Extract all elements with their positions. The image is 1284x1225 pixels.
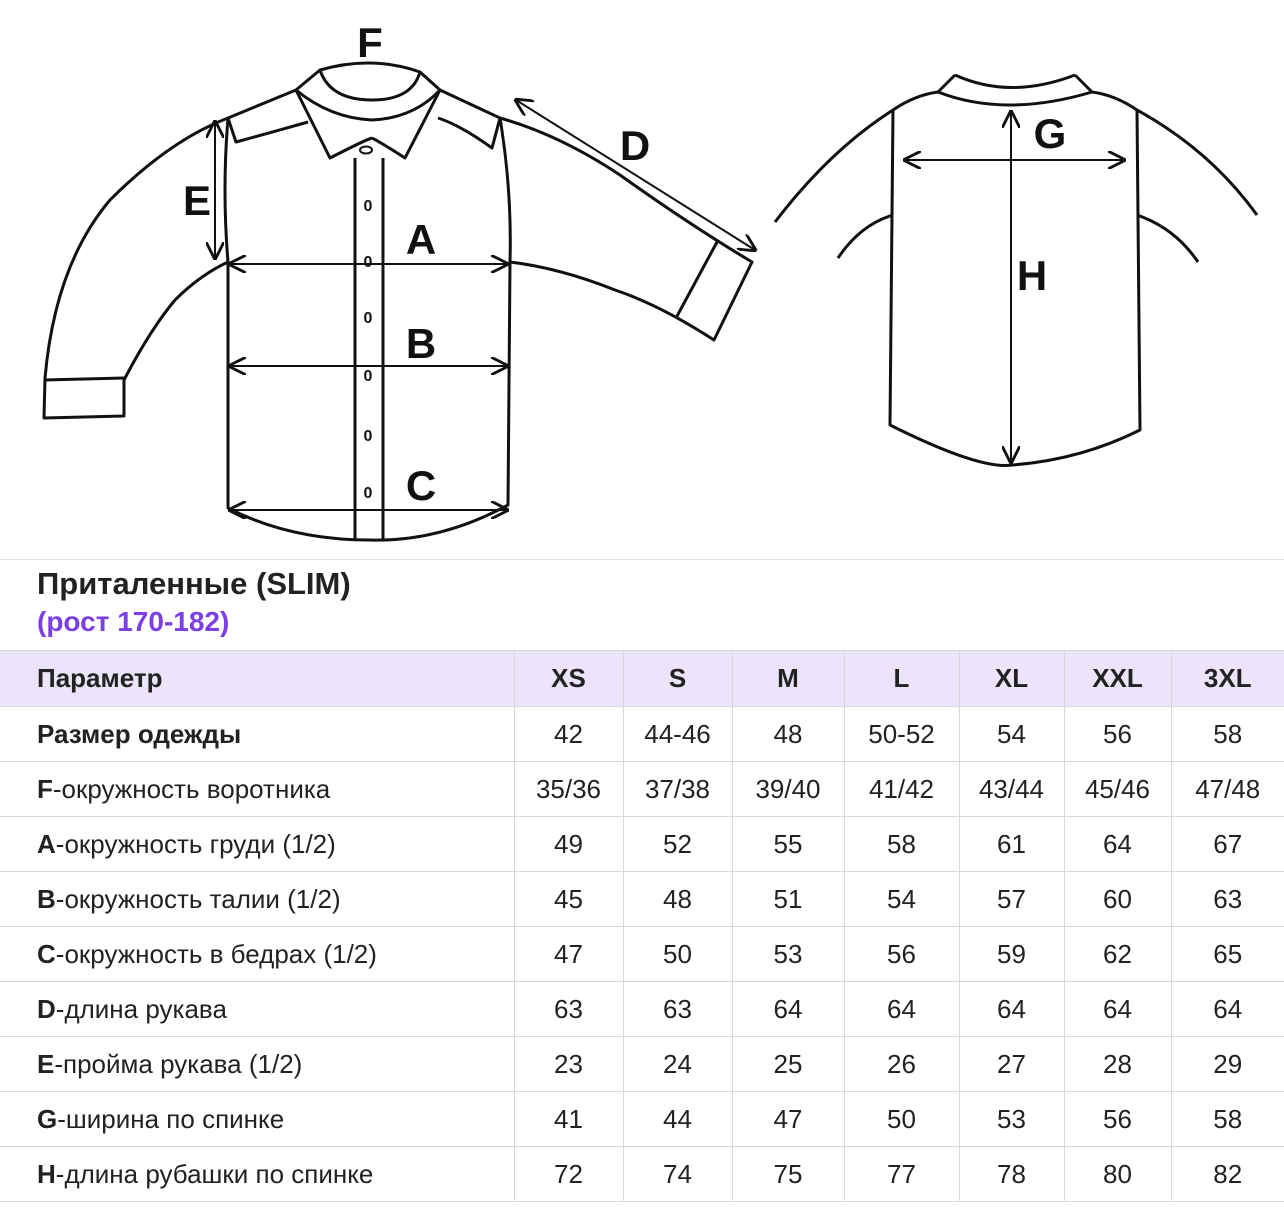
row-parameter-label: [0, 982, 514, 1037]
table-cell-value: 44: [623, 1092, 732, 1147]
table-cell-value: 74: [623, 1147, 732, 1202]
label-h: H: [1016, 252, 1048, 299]
measurement-letter: C: [37, 938, 56, 969]
table-cell-value: 63: [623, 982, 732, 1037]
row-parameter-label: [0, 1092, 514, 1147]
table-cell-value: 53: [959, 1092, 1064, 1147]
shirt-measurement-diagram: [0, 0, 1284, 560]
table-cell-value: 50-52: [844, 707, 959, 762]
table-cell-value: 64: [1064, 982, 1171, 1037]
table-header-row: [0, 651, 1284, 707]
table-cell-value: 29: [1171, 1037, 1284, 1092]
button-mark: 0: [363, 310, 373, 327]
measurement-letter: H: [37, 1158, 56, 1189]
table-row: [0, 762, 1284, 817]
table-cell-value: 75: [732, 1147, 844, 1202]
table-cell-value: 62: [1064, 927, 1171, 982]
table-cell-value: 59: [959, 927, 1064, 982]
measurement-letter: A: [37, 828, 56, 859]
table-cell-value: 45: [514, 872, 623, 927]
table-cell-value: 48: [732, 707, 844, 762]
table-cell-value: 72: [514, 1147, 623, 1202]
front-measurement-arrows: [215, 100, 755, 510]
parameter-text: -окружность в бедрах (1/2): [55, 938, 377, 969]
table-cell-value: 56: [1064, 707, 1171, 762]
parameter-text: -окружность груди (1/2): [55, 828, 336, 859]
label-c: C: [405, 462, 437, 509]
row-parameter-label: [0, 707, 514, 762]
table-cell-value: 54: [844, 872, 959, 927]
row-parameter-label: [0, 872, 514, 927]
label-g: G: [1033, 110, 1067, 157]
size-chart-table: [0, 650, 1284, 1202]
column-header-size: S: [623, 651, 732, 707]
table-row: [0, 927, 1284, 982]
column-header-size: 3XL: [1171, 651, 1284, 707]
label-b: B: [405, 320, 437, 367]
page-title: Приталенные (SLIM): [37, 566, 351, 601]
button-mark: 0: [363, 254, 373, 271]
table-cell-value: 50: [623, 927, 732, 982]
table-cell-value: 35/36: [514, 762, 623, 817]
table-cell-value: 27: [959, 1037, 1064, 1092]
table-cell-value: 57: [959, 872, 1064, 927]
table-row: [0, 1147, 1284, 1202]
table-cell-value: 56: [1064, 1092, 1171, 1147]
row-parameter-label: [0, 1147, 514, 1202]
table-cell-value: 28: [1064, 1037, 1171, 1092]
table-cell-value: 37/38: [623, 762, 732, 817]
table-cell-value: 41/42: [844, 762, 959, 817]
column-header-size: M: [732, 651, 844, 707]
button-mark: 0: [363, 368, 373, 385]
table-cell-value: 24: [623, 1037, 732, 1092]
table-cell-value: 25: [732, 1037, 844, 1092]
table-cell-value: 47: [514, 927, 623, 982]
table-cell-value: 61: [959, 817, 1064, 872]
column-header-parameter: Параметр: [0, 651, 514, 707]
table-row: [0, 982, 1284, 1037]
row-parameter-label: [0, 1037, 514, 1092]
table-cell-value: 77: [844, 1147, 959, 1202]
front-buttons: [364, 198, 373, 502]
table-row: [0, 1092, 1284, 1147]
table-cell-value: 56: [844, 927, 959, 982]
table-cell-value: 64: [1171, 982, 1284, 1037]
row-parameter-label: [0, 762, 514, 817]
button-mark: 0: [363, 428, 373, 445]
table-cell-value: 63: [514, 982, 623, 1037]
table-cell-value: 48: [623, 872, 732, 927]
height-range-subtitle: (рост 170-182): [37, 606, 230, 637]
parameter-text: -пройма рукава (1/2): [54, 1048, 303, 1079]
table-cell-value: 26: [844, 1037, 959, 1092]
parameter-text: -ширина по спинке: [57, 1103, 285, 1134]
table-cell-value: 64: [844, 982, 959, 1037]
column-header-size: XL: [959, 651, 1064, 707]
divider: [0, 559, 1284, 560]
table-cell-value: 55: [732, 817, 844, 872]
table-cell-value: 58: [844, 817, 959, 872]
table-cell-value: 53: [732, 927, 844, 982]
table-cell-value: 45/46: [1064, 762, 1171, 817]
measurement-letter: E: [37, 1048, 55, 1079]
table-cell-value: 82: [1171, 1147, 1284, 1202]
row-parameter-label: [0, 817, 514, 872]
column-header-size: L: [844, 651, 959, 707]
table-row: [0, 817, 1284, 872]
table-cell-value: 67: [1171, 817, 1284, 872]
table-cell-value: 60: [1064, 872, 1171, 927]
label-a: A: [405, 216, 437, 263]
table-cell-value: 64: [959, 982, 1064, 1037]
measurement-letter: B: [37, 883, 56, 914]
button-mark: 0: [363, 485, 373, 502]
table-cell-value: 42: [514, 707, 623, 762]
column-header-size: XXL: [1064, 651, 1171, 707]
label-e: E: [182, 177, 212, 224]
table-row: [0, 707, 1284, 762]
table-cell-value: 52: [623, 817, 732, 872]
table-cell-value: 78: [959, 1147, 1064, 1202]
column-header-size: XS: [514, 651, 623, 707]
table-cell-value: 41: [514, 1092, 623, 1147]
table-cell-value: 49: [514, 817, 623, 872]
table-body: [0, 707, 1284, 1202]
label-d: D: [619, 122, 651, 169]
parameter-text: -окружность воротника: [52, 773, 331, 804]
table-cell-value: 64: [732, 982, 844, 1037]
measurement-letter: G: [37, 1103, 58, 1134]
table-cell-value: 47/48: [1171, 762, 1284, 817]
table-cell-value: 65: [1171, 927, 1284, 982]
table-cell-value: 23: [514, 1037, 623, 1092]
table-cell-value: 54: [959, 707, 1064, 762]
table-cell-value: 80: [1064, 1147, 1171, 1202]
table-row: [0, 1037, 1284, 1092]
parameter-text: -длина рубашки по спинке: [55, 1158, 374, 1189]
table-cell-value: 58: [1171, 707, 1284, 762]
table-cell-value: 58: [1171, 1092, 1284, 1147]
table-cell-value: 50: [844, 1092, 959, 1147]
table-cell-value: 63: [1171, 872, 1284, 927]
measurement-letter: D: [37, 993, 56, 1024]
label-f: F: [357, 19, 383, 66]
table-cell-value: 43/44: [959, 762, 1064, 817]
table-cell-value: 51: [732, 872, 844, 927]
table-cell-value: 39/40: [732, 762, 844, 817]
row-parameter-label: [0, 927, 514, 982]
back-measurement-arrows: [905, 112, 1124, 462]
parameter-text: Размер одежды: [37, 718, 242, 749]
parameter-text: -окружность талии (1/2): [55, 883, 341, 914]
table-cell-value: 47: [732, 1092, 844, 1147]
measurement-letter: F: [37, 773, 53, 804]
button-mark: 0: [363, 198, 373, 215]
parameter-text: -длина рукава: [55, 993, 227, 1024]
table-row: [0, 872, 1284, 927]
table-cell-value: 64: [1064, 817, 1171, 872]
table-cell-value: 44-46: [623, 707, 732, 762]
